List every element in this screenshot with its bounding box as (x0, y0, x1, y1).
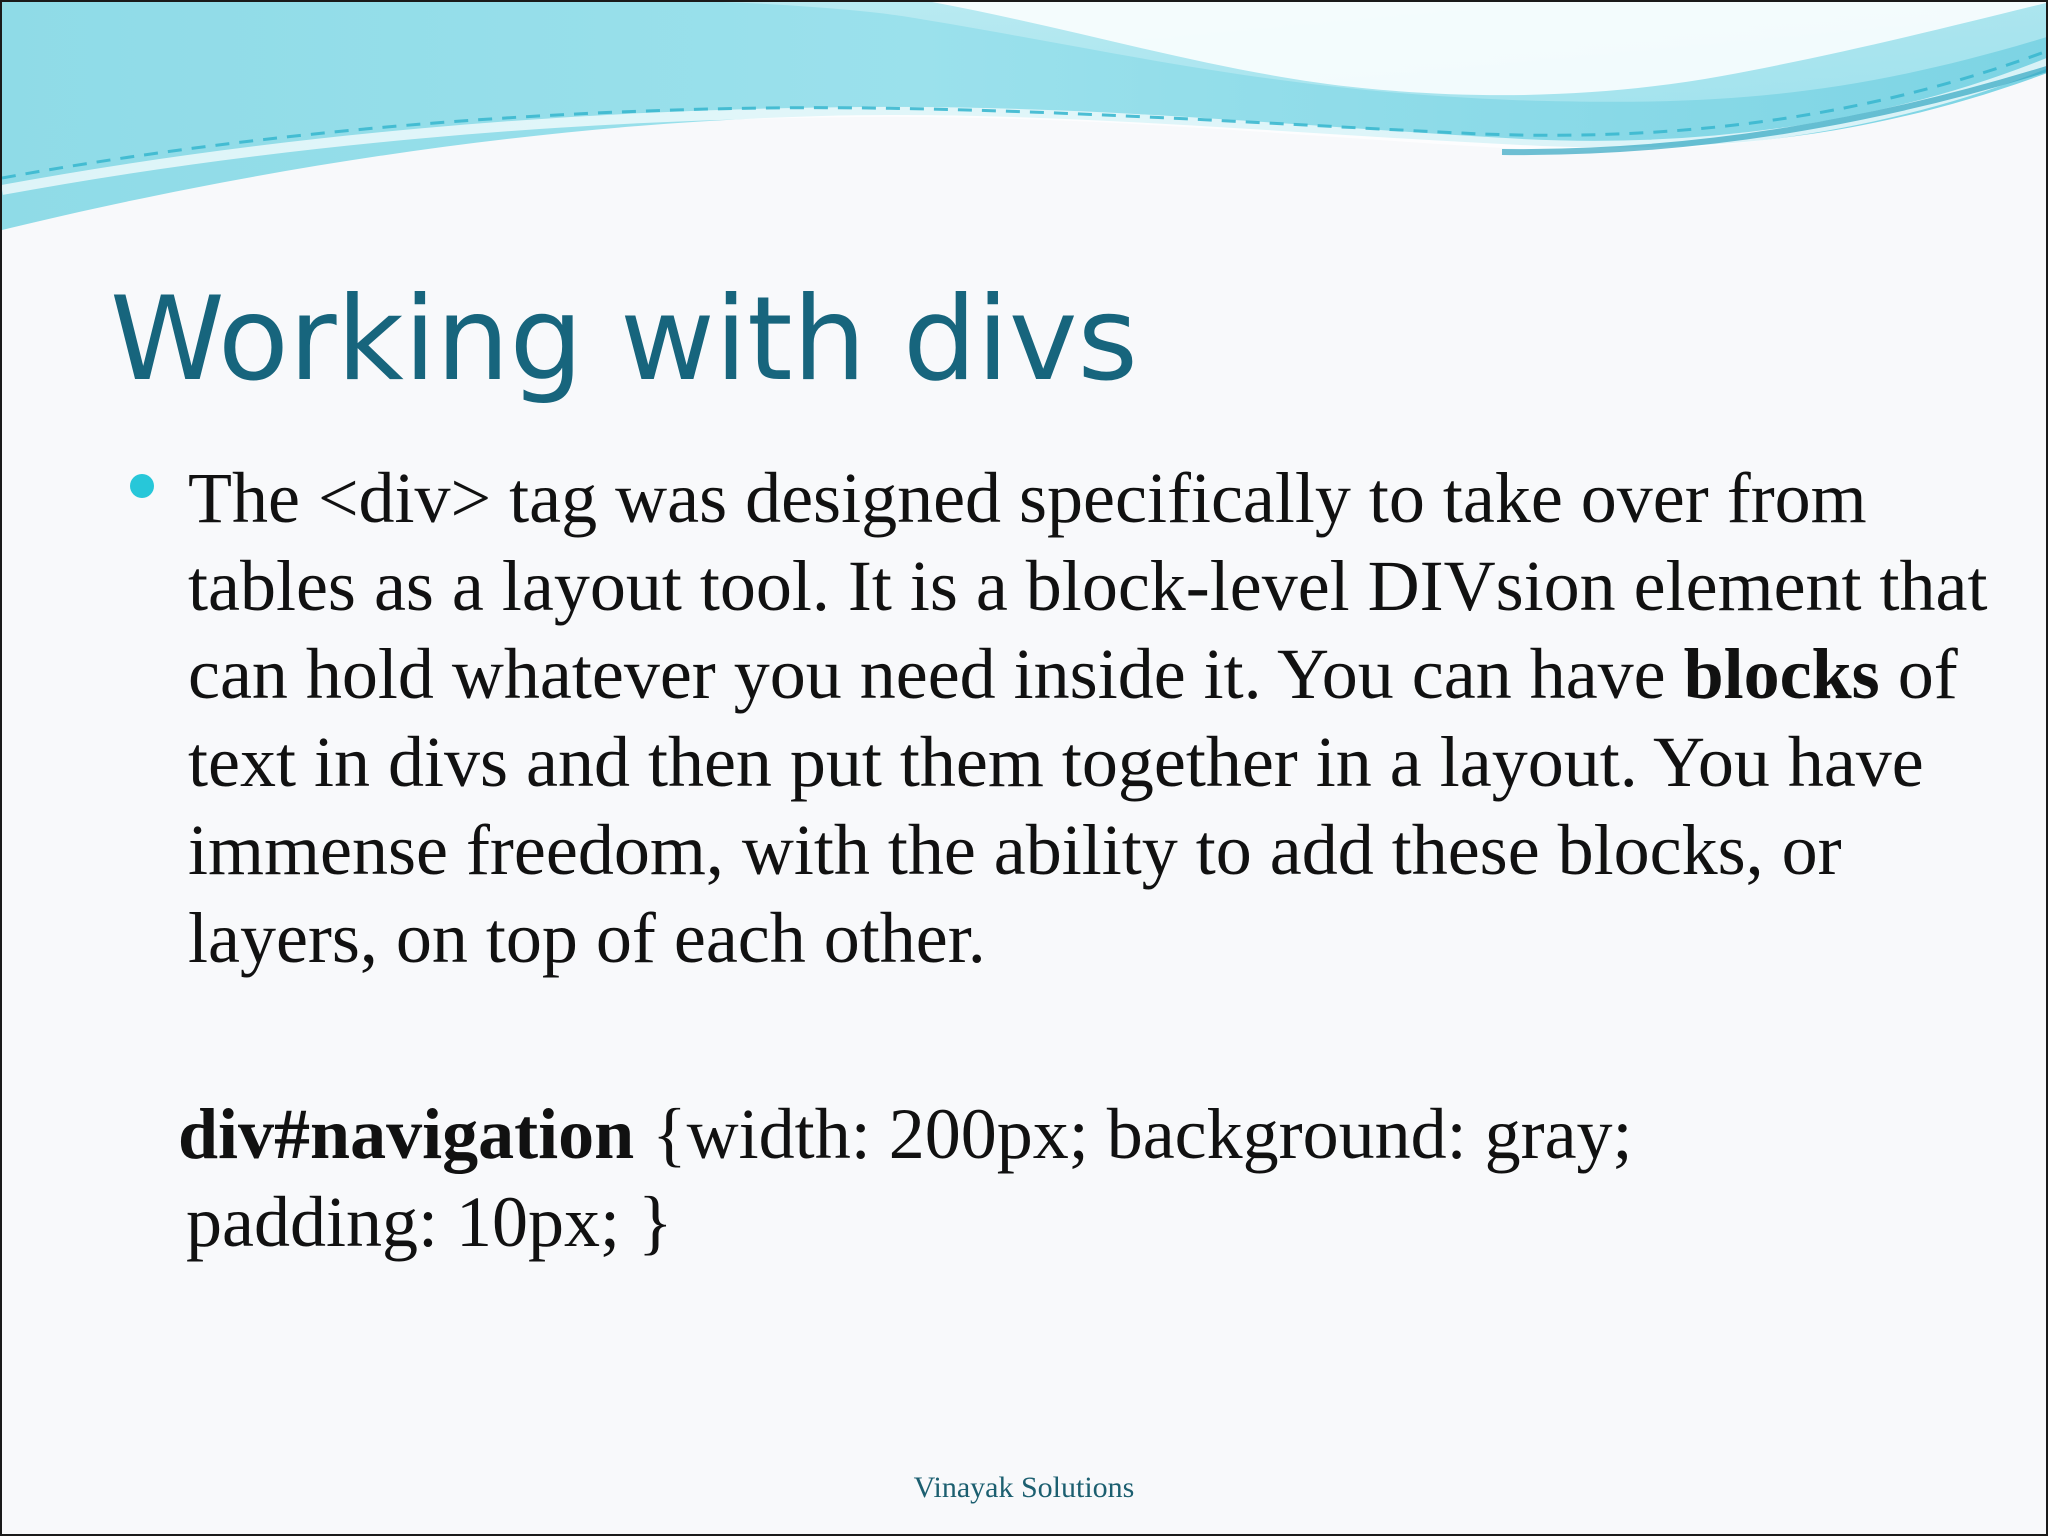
css-declaration-line2: padding: 10px; } (186, 1182, 673, 1262)
wave-banner-decoration (2, 2, 2048, 262)
bullet-text-part1: The <div> tag was designed specifically to take over from tables as a layout tool. It is a block-level DIVsion element that can hold whatever you need inside it. You can have (188, 458, 1988, 714)
css-selector: div#navigation (178, 1094, 635, 1174)
slide-title: Working with divs (110, 272, 1138, 407)
filled-circle-bullet-icon (130, 474, 154, 498)
css-declaration-line1: {width: 200px; background: gray; (634, 1094, 1633, 1174)
css-code-example (178, 1090, 1998, 1266)
bullet-text-emphasis: blocks (1683, 634, 1880, 714)
bullet-text-part2: of text in divs and then put them together in a layout. You have immense freedom, with the ability to add these blocks, or layers, on top of each other. (188, 634, 1958, 978)
bullet-point (126, 454, 2006, 982)
slide-footer: Vinayak Solutions (913, 1471, 1135, 1504)
bullet-text (188, 454, 2006, 982)
